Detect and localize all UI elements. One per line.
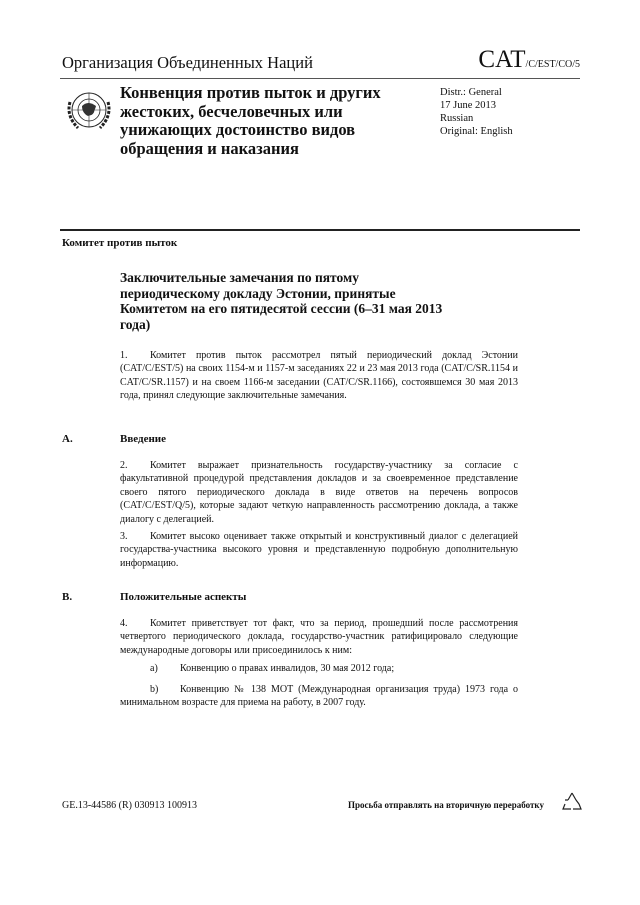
title-rule xyxy=(60,229,580,231)
paragraph-text: Комитет высоко оценивает также открытый и конструктивный диалог с делегацией государства-участника высокого уровня и представленную подробную дополнительную информацию. xyxy=(120,531,518,569)
organization-name: Организация Объединенных Наций xyxy=(62,53,313,72)
language-line: Russian xyxy=(440,113,474,124)
section-b-heading xyxy=(62,591,246,603)
paragraph-3 xyxy=(120,530,518,570)
section-a-heading xyxy=(62,433,166,445)
date-line: 17 June 2013 xyxy=(440,100,496,111)
subitem-letter: b) xyxy=(150,684,159,695)
header-rule xyxy=(60,78,580,79)
document-symbol xyxy=(478,46,580,74)
symbol-suffix: /C/EST/CO/5 xyxy=(525,59,580,70)
subitem-text: Конвенцию № 138 МОТ (Международная организация труда) 1973 года о минимальном возрасте для приема на работу, в 2007 году. xyxy=(120,684,518,709)
paragraph-text: Комитет выражает признательность государству-участнику за согласие с факультативной процедурой представления докладов и за своевременное представление своего пятого периодического доклада в виде ответов на перечень вопросов (CAT/C/EST/Q/5), которые задают четкую направленность рассмотрению доклада, а также диалогу с делегацией. xyxy=(120,460,518,525)
paragraph-number: 1. xyxy=(120,350,128,361)
convention-title: Конвенция против пыток и других жестоких, бесчеловечных или унижающих достоинство видов обращения и наказания xyxy=(120,83,381,158)
section-title: Положительные аспекты xyxy=(120,591,247,603)
subitem-text: Конвенцию о правах инвалидов, 30 мая 2012 года; xyxy=(180,663,395,674)
paragraph-2 xyxy=(120,459,518,526)
original-language-line: Original: English xyxy=(440,126,513,137)
section-letter: B. xyxy=(62,591,73,603)
subitem-letter: a) xyxy=(150,663,158,674)
paragraph-number: 3. xyxy=(120,531,128,542)
un-emblem-icon xyxy=(62,84,116,138)
paragraph-1 xyxy=(120,349,518,403)
document-title: Заключительные замечания по пятому периодическому докладу Эстонии, принятые Комитетом на его пятидесятой сессии (6–31 мая 2013 года) xyxy=(120,270,443,332)
subitem-a xyxy=(120,662,518,675)
paragraph-4 xyxy=(120,617,518,657)
document-code: GE.13-44586 (R) 030913 100913 xyxy=(62,800,197,811)
paragraph-text: Комитет против пыток рассмотрел пятый периодический доклад Эстонии (CAT/C/EST/5) на своих 1154-м и 1157-м заседаниях 22 и 23 мая 2013 года (CAT/C/SR.1154 и CAT/C/SR.1157) и на своем 1166-м заседании (CAT/C/SR.1166), состоявшемся 30 мая 2013 года, принял следующие заключительные замечания. xyxy=(120,350,518,402)
distr-line: Distr.: General xyxy=(440,87,502,98)
recycle-icon xyxy=(560,790,584,814)
subitem-b xyxy=(120,683,518,710)
section-title: Введение xyxy=(120,433,167,445)
paragraph-text: Комитет приветствует тот факт, что за период, прошедший после рассмотрения четвертого периодического доклада, государство-участник ратифицировало следующие международные договоры или присоединилось к ним: xyxy=(120,618,518,656)
paragraph-number: 4. xyxy=(120,618,128,629)
distribution-info xyxy=(440,86,513,138)
recycle-note: Просьба отправлять на вторичную переработку xyxy=(348,800,544,810)
committee-name: Комитет против пыток xyxy=(62,237,178,249)
symbol-main: CAT xyxy=(478,46,526,73)
paragraph-number: 2. xyxy=(120,460,128,471)
section-letter: A. xyxy=(62,433,73,445)
